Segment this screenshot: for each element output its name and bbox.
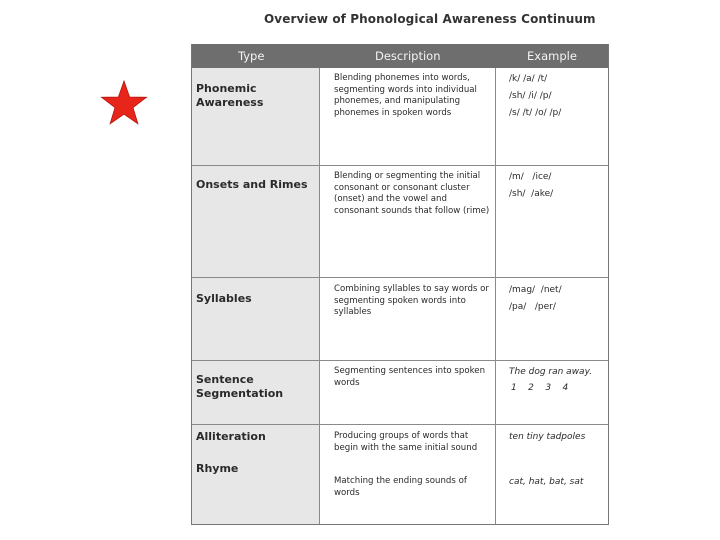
red-star-icon: [100, 80, 148, 125]
row-divider: [192, 165, 608, 166]
example-line: /m/ /ice/: [509, 172, 552, 182]
type-sentence-segmentation: Sentence Segmentation: [196, 373, 284, 400]
example-line: /sh/ /ake/: [509, 189, 554, 199]
example-line: cat, hat, bat, sat: [509, 477, 584, 487]
example-line: The dog ran away.: [509, 367, 593, 377]
example-line: /mag/ /net/: [509, 285, 562, 295]
row-divider: [192, 424, 608, 425]
page-title: Overview of Phonological Awareness Continuum: [264, 12, 596, 26]
header-example: Example: [527, 49, 577, 63]
header-type: Type: [238, 49, 265, 63]
example-line: 1 2 3 4: [511, 383, 569, 393]
example-line: /k/ /a/ /t/: [509, 74, 548, 84]
type-syllables: Syllables: [196, 292, 252, 305]
header-description: Description: [375, 49, 441, 63]
continuum-table: [191, 44, 609, 525]
type-alliteration: Alliteration: [196, 430, 266, 443]
description-alliteration: Producing groups of words that begin with the same initial sound: [334, 431, 478, 453]
row-divider: [192, 277, 608, 278]
column-divider: [319, 68, 320, 524]
description-syllables: Combining syllables to say words or segmenting spoken words into syllables: [334, 284, 489, 318]
column-divider: [495, 68, 496, 524]
description-onsets-and-rimes: Blending or segmenting the initial consonant or consonant cluster (onset) and the vowel and consonant sounds that follow (rime): [334, 171, 490, 216]
example-line: /pa/ /per/: [509, 302, 556, 312]
table-header: [192, 44, 608, 68]
example-line: ten tiny tadpoles: [509, 432, 586, 442]
row-divider: [192, 360, 608, 361]
description-sentence-segmentation: Segmenting sentences into spoken words: [334, 366, 486, 388]
example-line: /s/ /t/ /o/ /p/: [509, 108, 562, 118]
type-rhyme: Rhyme: [196, 462, 239, 475]
type-onsets-and-rimes: Onsets and Rimes: [196, 178, 308, 191]
description-rhyme: Matching the ending sounds of words: [334, 476, 467, 498]
description-phonemic-awareness: Blending phonemes into words, segmenting words into individual phonemes, and manipulating phonemes in spoken words: [334, 73, 477, 118]
type-phonemic-awareness: Phonemic Awareness: [196, 82, 264, 109]
example-line: /sh/ /i/ /p/: [509, 91, 552, 101]
